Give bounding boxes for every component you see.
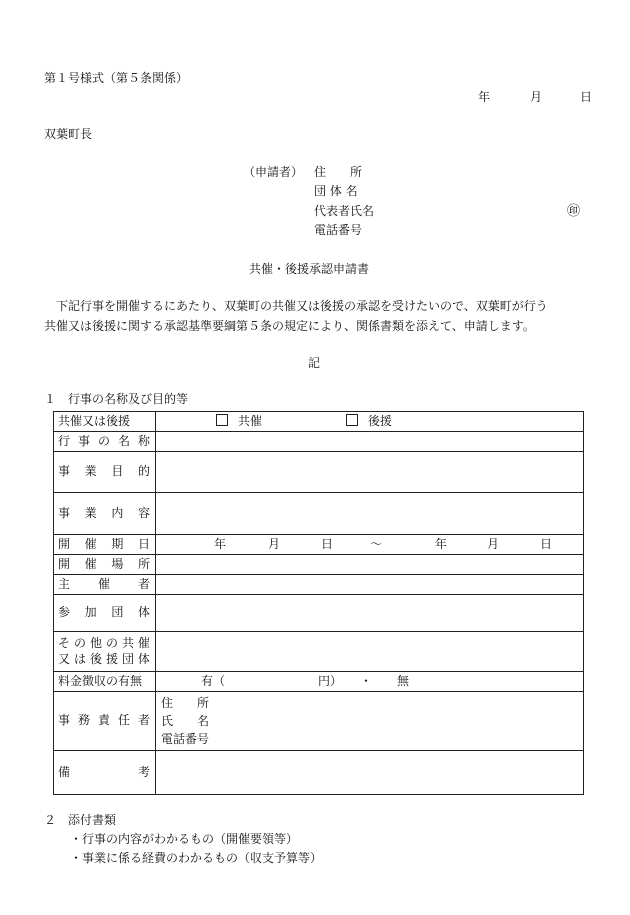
label-char: 事 xyxy=(58,464,71,479)
fee-value[interactable] xyxy=(156,672,584,692)
label-char: 体 xyxy=(137,605,150,620)
label-char: の xyxy=(97,433,110,448)
fee-yen: 円） xyxy=(318,674,343,688)
label-char: 内 xyxy=(111,505,124,520)
label-char: 業 xyxy=(84,505,97,520)
applicant-label: （申請者） xyxy=(243,165,304,179)
fee-yes: 有（ xyxy=(201,674,226,688)
label-char: 開 xyxy=(58,536,71,551)
ki-mark: 記 xyxy=(308,356,321,370)
label-char: 者 xyxy=(137,576,150,591)
remarks-value[interactable] xyxy=(156,751,584,795)
period-day-1: 日 xyxy=(321,537,334,551)
table-row xyxy=(54,672,584,692)
label-char: 務 xyxy=(77,713,90,728)
label-char: の xyxy=(73,635,86,650)
period-tilde: ～ xyxy=(370,537,383,551)
label-purpose xyxy=(54,464,155,480)
label-char: 団 xyxy=(111,605,124,620)
document-title: 共催・後援承認申請書 xyxy=(249,262,370,276)
checkbox-support[interactable] xyxy=(346,414,358,426)
period-month-1: 月 xyxy=(268,537,281,551)
officer-name-label: 氏 名 xyxy=(161,714,210,728)
content-value[interactable] xyxy=(156,493,584,535)
label-content xyxy=(54,506,155,522)
table-row xyxy=(54,452,584,493)
label-fee: 料金徴収の有無 xyxy=(58,673,143,688)
label-other-cosponsors-2 xyxy=(54,652,155,668)
label-char: は xyxy=(73,651,86,666)
officer-address-label: 住 所 xyxy=(161,696,210,710)
label-char: 場 xyxy=(111,556,124,571)
purpose-value[interactable] xyxy=(156,452,584,493)
label-char: 催 xyxy=(97,576,110,591)
period-year-1: 年 xyxy=(214,537,227,551)
period-year-2: 年 xyxy=(435,537,448,551)
date-year: 年 xyxy=(478,90,491,104)
label-char: 日 xyxy=(137,536,150,551)
label-char: 事 xyxy=(58,505,71,520)
section1-number: １ xyxy=(44,392,57,406)
label-event-name xyxy=(54,434,155,450)
applicant-group-name-label: 団 体 名 xyxy=(314,184,358,198)
label-char: 参 xyxy=(58,605,71,620)
label-char: 責 xyxy=(97,713,110,728)
venue-value[interactable] xyxy=(156,555,584,575)
applicant-representative-label: 代表者氏名 xyxy=(314,204,375,218)
fee-no: 無 xyxy=(397,674,410,688)
label-venue xyxy=(54,557,155,573)
option-support: 後援 xyxy=(367,413,392,428)
label-officer xyxy=(54,713,155,729)
label-char: 援 xyxy=(105,651,118,666)
attachment-item: ・事業に係る経費のわかるもの（収支予算等） xyxy=(70,851,323,865)
form-number: 第１号様式（第５条関係） xyxy=(44,71,189,85)
table-row xyxy=(54,432,584,452)
intro-line-1: 下記行事を開催するにあたり、双葉町の共催又は後援の承認を受けたいので、双葉町が行う xyxy=(56,299,548,313)
checkbox-cosponsor[interactable] xyxy=(216,414,228,426)
label-char: 所 xyxy=(137,556,150,571)
period-month-2: 月 xyxy=(487,537,500,551)
label-char: の xyxy=(105,635,118,650)
applicant-phone-label: 電話番号 xyxy=(314,223,363,237)
label-char: 加 xyxy=(84,605,97,620)
officer-phone-label: 電話番号 xyxy=(161,732,210,746)
section1-heading: 行事の名称及び目的等 xyxy=(68,392,189,406)
intro-line-2: 共催又は後援に関する承認基準要綱第５条の規定により、関係書類を添えて、申請します。 xyxy=(44,319,535,333)
applicant-address-label: 住 所 xyxy=(314,165,363,179)
table-row xyxy=(54,692,584,751)
label-char: 開 xyxy=(58,556,71,571)
label-char: 共 xyxy=(121,635,134,650)
label-remarks xyxy=(54,765,155,781)
addressee: 双葉町長 xyxy=(44,127,93,141)
label-char: 事 xyxy=(58,713,71,728)
label-char: 後 xyxy=(89,651,102,666)
table-row xyxy=(54,535,584,555)
label-char: 催 xyxy=(137,635,150,650)
label-char: 者 xyxy=(137,713,150,728)
label-other-cosponsors-1 xyxy=(54,636,155,652)
event-details-table xyxy=(53,411,584,795)
label-char: 体 xyxy=(137,651,150,666)
table-row xyxy=(54,751,584,795)
fee-separator: ・ xyxy=(360,674,373,688)
label-char: 的 xyxy=(137,464,150,479)
label-cosponsor-or-support: 共催又は後援 xyxy=(58,413,131,428)
label-char: 称 xyxy=(137,433,150,448)
table-row xyxy=(54,575,584,595)
section2-heading: 添付書類 xyxy=(68,813,117,827)
table-row xyxy=(54,632,584,672)
date-day: 日 xyxy=(580,90,593,104)
label-char: 名 xyxy=(117,433,130,448)
label-participants xyxy=(54,605,155,621)
participants-value[interactable] xyxy=(156,595,584,632)
label-char: 又 xyxy=(58,651,71,666)
label-char: 催 xyxy=(84,536,97,551)
table-row xyxy=(54,555,584,575)
table-row xyxy=(54,493,584,535)
table-row xyxy=(54,412,584,432)
date-month: 月 xyxy=(530,90,543,104)
label-period xyxy=(54,537,155,553)
label-organizer xyxy=(54,577,155,593)
label-char: 任 xyxy=(117,713,130,728)
seal-icon: ㊞ xyxy=(567,204,581,219)
attachment-item: ・行事の内容がわかるもの（開催要領等） xyxy=(70,832,299,846)
event-name-value[interactable] xyxy=(156,432,584,452)
label-char: 催 xyxy=(84,556,97,571)
label-char: 備 xyxy=(58,764,71,779)
section2-number: ２ xyxy=(44,813,57,827)
other-cosponsors-value[interactable] xyxy=(156,632,584,672)
label-char: 主 xyxy=(58,576,71,591)
label-char: 行 xyxy=(58,433,71,448)
period-day-2: 日 xyxy=(540,537,553,551)
label-char: 目 xyxy=(111,464,124,479)
table-row xyxy=(54,595,584,632)
label-char: 考 xyxy=(137,764,150,779)
label-char: 事 xyxy=(77,433,90,448)
option-cosponsor: 共催 xyxy=(238,413,263,428)
label-char: 他 xyxy=(89,635,102,650)
label-char: 容 xyxy=(137,505,150,520)
period-value[interactable] xyxy=(156,535,584,555)
label-char: そ xyxy=(58,635,71,650)
organizer-value[interactable] xyxy=(156,575,584,595)
label-char: 業 xyxy=(84,464,97,479)
label-char: 団 xyxy=(121,651,134,666)
label-char: 期 xyxy=(111,536,124,551)
